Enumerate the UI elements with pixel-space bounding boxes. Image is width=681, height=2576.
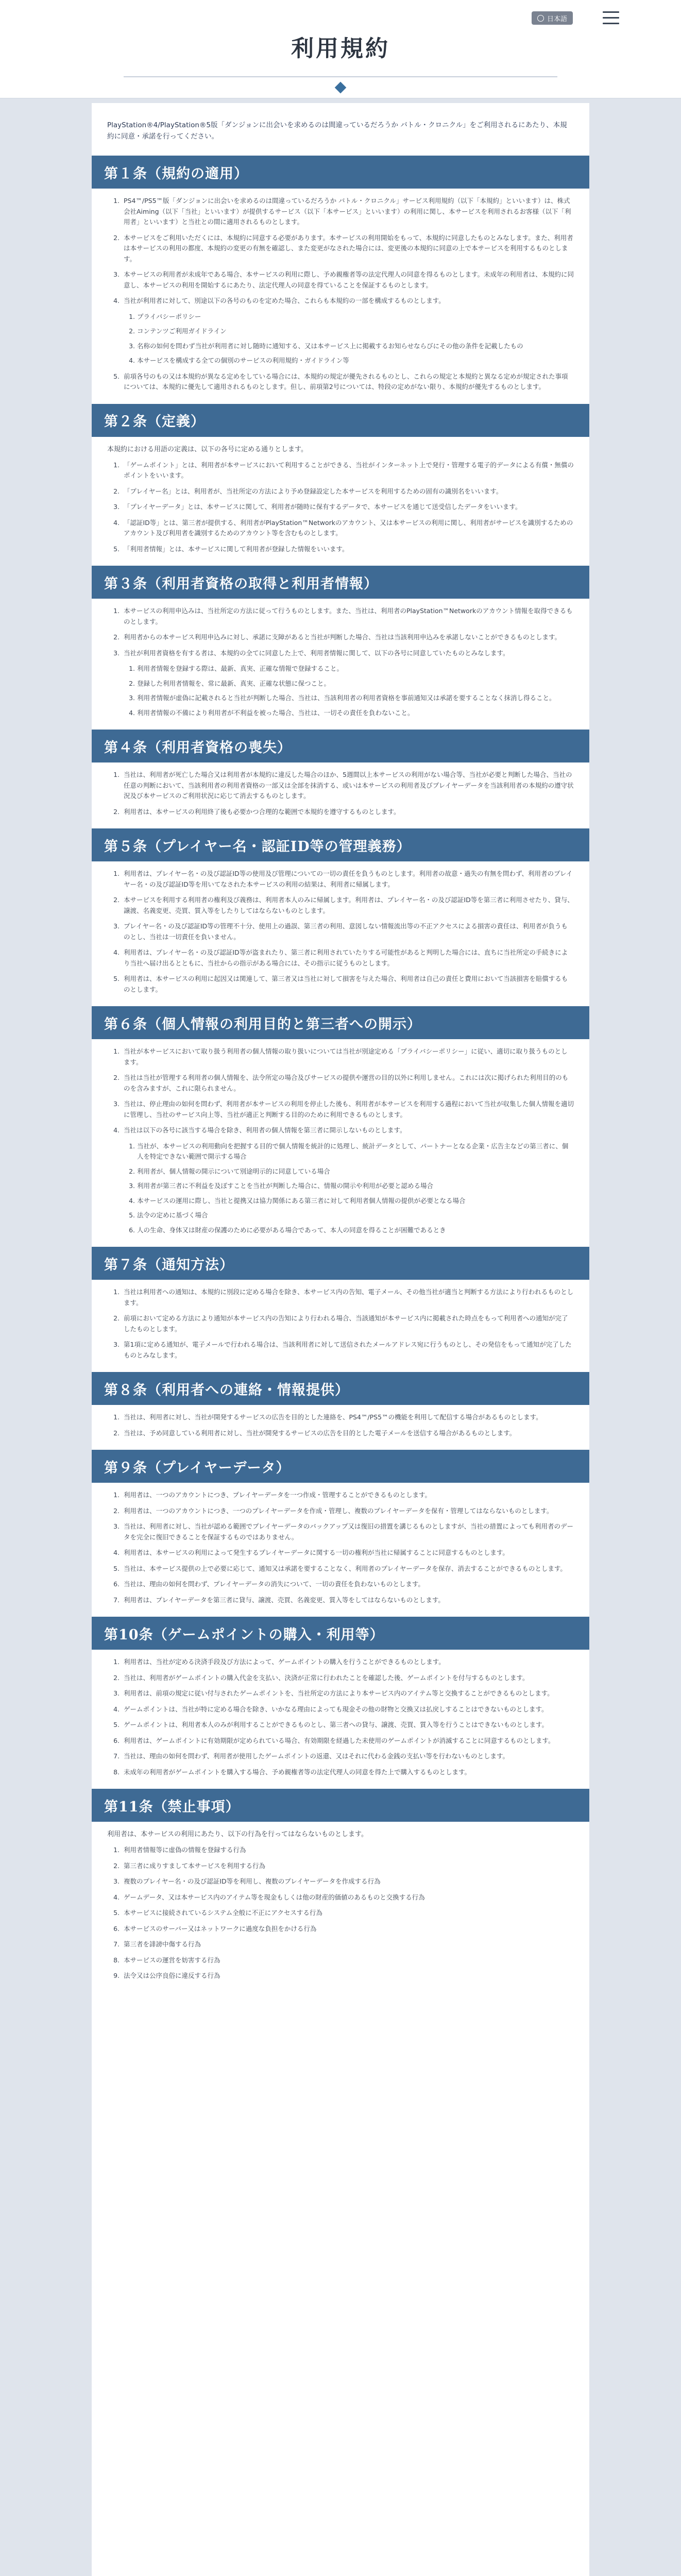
sub-clause-item: 4. 本サービスを構成する全ての個別のサービスの利用規約・ガイドライン等	[137, 355, 574, 366]
clause-text: 未成年の利用者がゲームポイントを購入する場合、予め親権者等の法定代理人の同意を得た上で購入するものとします。	[124, 1768, 471, 1776]
clause-item	[122, 1490, 574, 1501]
clause-text: 本サービスの利用者が未成年である場合、本サービスの利用に際し、予め親権者等の法定代理人の同意を得るものとします。未成年の利用者は、本規約に同意し、本サービスの利用を開始するにあたり、法定代理人の同意を得ていることを保証するものとします。	[124, 270, 574, 289]
clause-item	[122, 1657, 574, 1668]
clause-text: 「プレイヤー名」とは、利用者が、当社所定の方法により予め登録設定した本サービスを利用するための固有の識別名をいいます。	[124, 487, 503, 495]
clause-item	[122, 486, 574, 497]
sub-clause-item: 3. 利用者情報が虚偽に記載されると当社が判断した場合、当社は、当該利用者の利用者資格を事前通知又は承諾を要することなく抹消し得ること。	[137, 693, 574, 704]
clause-text: ゲームデータ、又は本サービス内のアイテム等を現金もしくは他の財産的価値のあるものと交換する行為	[124, 1893, 425, 1901]
article-heading: 第１条（規約の適用）	[92, 156, 589, 189]
article-3	[92, 566, 589, 718]
clause-item	[122, 460, 574, 481]
article-2	[92, 404, 589, 555]
clause-item	[122, 1579, 574, 1590]
clause-item	[122, 1548, 574, 1558]
page-title: 利用規約	[291, 36, 390, 62]
article-5	[92, 828, 589, 995]
clause-text: 当社は以下の各号に該当する場合を除き、利用者の個人情報を第三者に開示しないものとします。	[124, 1126, 406, 1134]
clause-text: 利用者は、一つのアカウントにつき、一つのプレイヤーデータを作成・管理し、複数のプレイヤーデータを保有・管理してはならないものとします。	[124, 1506, 553, 1515]
sub-clause-item: 3. 利用者が第三者に不利益を及ぼすことを当社が判断した場合に、情報の開示や利用が必要と認める場合	[137, 1181, 574, 1192]
clause-list	[107, 869, 574, 995]
clause-item	[122, 807, 574, 818]
article-heading: 第３条（利用者資格の取得と利用者情報）	[92, 566, 589, 599]
clause-list	[107, 1287, 574, 1361]
article-7	[92, 1247, 589, 1361]
clause-item	[122, 1924, 574, 1935]
clause-list	[107, 606, 574, 718]
clause-text: 当社は当社が管理する利用者の個人情報を、法令所定の場合及びサービスの提供や運営の目的以外に利用しません。これには次に掲げられた利用目的のものを含みますが、これに限られません。	[124, 1074, 569, 1092]
clause-item	[122, 869, 574, 890]
clause-text: 前項各号のもの又は本規約が異なる定めをしている場合には、本規約の規定が優先されるものとし、これらの規定と本規約と異なる定めが規定された事項については、本規約に優先して適用されるものとします。但し、前項第2号については、特段の定めがない限り、本規約が優先するものとします。	[124, 372, 568, 391]
sub-clause-item: 4. 利用者情報の不備により利用者が不利益を被った場合、当社は、一切その責任を負わないこと。	[137, 708, 574, 719]
clause-item	[122, 1939, 574, 1950]
clause-text: 当社は、停止理由の如何を問わず、利用者が本サービスの利用を停止した後も、利用者が本サービスを利用する過程において当社が収集した個人情報を適切に管理し、当社のサービス向上等、当社が適正と判断する目的のために利用できるものとします。	[124, 1100, 574, 1118]
clause-item	[122, 1340, 574, 1361]
sub-clause-list	[124, 664, 574, 718]
sub-clause-item: 1. プライバシーポリシー	[137, 312, 574, 323]
clause-text: 複数のプレイヤー名・の及び認証ID等を利用し、複数のプレイヤーデータを作成する行為	[124, 1877, 381, 1885]
clause-text: 第三者を誹謗中傷する行為	[124, 1940, 201, 1948]
clause-item	[122, 1073, 574, 1094]
clause-item	[122, 1767, 574, 1778]
clause-list	[107, 196, 574, 393]
clause-text: 第三者に成りすまして本サービスを利用する行為	[124, 1861, 266, 1870]
sub-clause-item: 2. 利用者が、個人情報の開示について別途明示的に同意している場合	[137, 1166, 574, 1177]
clause-item	[122, 895, 574, 916]
clause-item	[122, 1908, 574, 1919]
clause-text: 第1項に定める通知が、電子メールで行われる場合は、当該利用者に対して送信されたメールアドレス宛に行うものとし、その発信をもって通知が完了したものとみなします。	[124, 1341, 572, 1359]
clause-item	[122, 371, 574, 393]
article-4	[92, 730, 589, 817]
article-heading: 第４条（利用者資格の喪失）	[92, 730, 589, 762]
clause-text: 法令又は公序良俗に違反する行為	[124, 1972, 220, 1979]
clause-text: 当社が本サービスにおいて取り扱う利用者の個人情報の取り扱いについては当社が別途定める「プライバシーポリシー」に従い、適切に取り扱うものとします。	[124, 1047, 568, 1066]
page-header	[0, 0, 681, 98]
clause-text: 本サービスを利用する利用者の権利及び義務は、利用者本人のみに帰属します。利用者は、プレイヤー名・の及び認証ID等を第三者に利用させたり、貸与、譲渡、名義変更、売買、質入等をしたりしてはならないものとします。	[124, 896, 574, 914]
sub-clause-item: 5. 法令の定めに基づく場合	[137, 1210, 574, 1221]
clause-text: 本サービスの運営を妨害する行為	[124, 1956, 220, 1964]
article-heading: 第10条（ゲームポイントの購入・利用等）	[92, 1617, 589, 1650]
clause-text: 本サービスの利用申込みは、当社所定の方法に従って行うものとします。また、当社は、利用者のPlayStation™Networkのアカウント情報を取得できるものとします。	[124, 607, 573, 625]
sub-clause-item: 1. 当社が、本サービスの利用動向を把握する目的で個人情報を統計的に処理し、統計データとして、パートナーとなる企業・広告主などの第三者に、個人を特定できない範囲で開示する場合	[137, 1141, 574, 1162]
clause-item	[122, 196, 574, 228]
clause-item	[122, 1412, 574, 1423]
article-lead: 利用者は、本サービスの利用にあたり、以下の行為を行ってはならないものとします。	[107, 1831, 368, 1838]
terms-content	[92, 103, 589, 2576]
article-heading: 第９条（プレイヤーデータ）	[92, 1450, 589, 1483]
sub-clause-item: 4. 本サービスの運用に際し、当社と提携又は協力関係にある第三者に対して利用者個人情報の提供が必要となる場合	[137, 1196, 574, 1207]
article-heading: 第７条（通知方法）	[92, 1247, 589, 1280]
clause-item	[122, 1595, 574, 1606]
clause-text: 当社は、利用者に対し、当社が開発するサービスの広告を目的とした連絡を、PS4™/PS5™の機能を利用して配信する場合があるものとします。	[124, 1413, 542, 1421]
language-label: 日本語	[547, 15, 567, 23]
clause-list	[107, 1845, 574, 1981]
clause-text: 利用者は、プレイヤーデータを第三者に貸与、譲渡、売買、名義変更、質入等をしてはならないものとします。	[124, 1596, 445, 1604]
clause-text: 当社は、本サービス提供の上で必要に応じて、通知又は承諾を要することなく、利用者のプレイヤーデータを保存、消去することができるものとします。	[124, 1564, 567, 1572]
clause-list	[107, 1657, 574, 1777]
hamburger-icon	[603, 11, 619, 13]
article-heading: 第６条（個人情報の利用目的と第三者への開示）	[92, 1006, 589, 1039]
article-heading: 第11条（禁止事項）	[92, 1789, 589, 1822]
clause-item	[122, 296, 574, 366]
clause-item	[122, 518, 574, 539]
clause-item	[122, 974, 574, 995]
clause-text: 当社は、利用者に対し、当社が認める範囲でプレイヤーデータのバックアップ又は復旧の措置を講じるものとしますが、当社の措置によっても利用者のデータを完全に復旧できることを保証するものではありません。	[124, 1522, 574, 1541]
clause-item	[122, 1845, 574, 1856]
clause-text: 当社は利用者への通知は、本規約に別段に定める場合を除き、本サービス内の告知、電子メール、その他当社が適当と判断する方法により行われるものとします。	[124, 1288, 574, 1307]
clause-text: 利用者は、ゲームポイントに有効期限が定められている場合、有効期限を経過した未使用のゲームポイントが消滅することに同意するものとします。	[124, 1736, 555, 1744]
diamond-ornament-icon	[335, 82, 347, 94]
clause-text: 当社は、理由の如何を問わず、利用者が使用したゲームポイントの返還、又はそれに代わる金銭の支払い等を行わないものとします。	[124, 1752, 509, 1760]
sub-clause-item: 1. 利用者情報を登録する際は、最新、真実、正確な情報で登録すること。	[137, 664, 574, 674]
clause-item	[122, 632, 574, 643]
article-heading: 第５条（プレイヤー名・認証ID等の管理義務）	[92, 828, 589, 861]
clause-item	[122, 1751, 574, 1762]
clause-item	[122, 1720, 574, 1731]
article-6	[92, 1006, 589, 1235]
clause-list	[107, 460, 574, 555]
clause-text: 当社が利用者に対して、別途以下の各号のものを定めた場合、これらも本規約の一部を構成するものとします。	[124, 297, 445, 304]
clause-text: 本サービスのサーバー又はネットワークに過度な負担をかける行為	[124, 1924, 317, 1933]
clause-list	[107, 770, 574, 817]
article-heading: 第２条（定義）	[92, 404, 589, 437]
clause-item	[122, 269, 574, 291]
clause-item	[122, 947, 574, 969]
clause-item	[122, 1506, 574, 1517]
clause-text: 前項において定める方法により通知が本サービス内の告知により行われる場合、当該通知が本サービス内に掲載された時点をもって利用者への通知が完了したものとします。	[124, 1314, 568, 1333]
sub-clause-list	[124, 312, 574, 366]
clause-item	[122, 770, 574, 802]
clause-text: ゲームポイントは、利用者本人のみが利用することができるものとし、第三者への貸与、譲渡、売買、質入等を行うことはできないものとします。	[124, 1721, 549, 1728]
clause-item	[122, 1876, 574, 1887]
clause-item	[122, 1971, 574, 1981]
globe-icon	[537, 15, 544, 22]
article-8	[92, 1372, 589, 1438]
clause-text: 「認証ID等」とは、第三者が提供する、利用者がPlayStation™Networkのアカウント、又は本サービスの利用に関し、利用者がサービスを識別するためのアカウント及び利用者を識別するためのアカウント等を含むものとします。	[124, 518, 573, 537]
clause-text: 利用者は、当社が定める決済手段及び方法によって、ゲームポイントの購入を行うことができるものとします。	[124, 1658, 445, 1666]
clause-item	[122, 1287, 574, 1308]
clause-item	[122, 1428, 574, 1439]
clause-item	[122, 1736, 574, 1747]
clause-text: 本サービスに接続されているシステム全般に不正にアクセスする行為	[124, 1909, 322, 1917]
title-divider	[124, 76, 557, 77]
sub-clause-item: 3. 名称の如何を問わず当社が利用者に対し随時に通知する、又は本サービス上に掲載するお知らせならびにその他の条件を記載したもの	[137, 341, 574, 352]
menu-button[interactable]	[603, 11, 619, 25]
clause-item	[122, 1861, 574, 1872]
clause-text: 利用者情報等に虚偽の情報を登録する行為	[124, 1846, 246, 1854]
clause-item	[122, 1125, 574, 1235]
sub-clause-item: 2. コンテンツご利用ガイドライン	[137, 326, 574, 337]
clause-item	[122, 1688, 574, 1699]
clause-text: 「ゲームポイント」とは、利用者が本サービスにおいて利用することができる、当社がインターネット上で発行・管理する電子的データによる有償・無償のポイントをいいます。	[124, 461, 574, 479]
clause-item	[122, 502, 574, 513]
clause-list	[107, 1046, 574, 1235]
clause-text: 当社は、利用者がゲームポイントの購入代金を支払い、決済が正常に行われたことを確認した後、ゲームポイントを付与するものとします。	[124, 1673, 529, 1682]
clause-item	[122, 1046, 574, 1067]
clause-item	[122, 1892, 574, 1903]
article-1	[92, 156, 589, 393]
clause-text: 利用者は、プレイヤー名・の及び認証ID等の使用及び管理についての一切の責任を負うものとします。利用者の故意・過失の有無を問わず、利用者のプレイヤー名・の及び認証ID等を用いてなされた本サービスの利用の結果は、利用者に帰属します。	[124, 870, 573, 888]
article-heading: 第８条（利用者への連絡・情報提供）	[92, 1372, 589, 1405]
clause-text: 当社は、利用者が死亡した場合又は利用者が本規約に違反した場合のほか、5週間以上本サービスの利用がない場合等、当社が必要と判断した場合、当社の任意の判断において、当該利用者の利用者資格の一部又は全部を抹消する、或いは本サービスの利用者及びプレイヤーデータを当該利用者の本規約の遵守状況及び本サービスのご利用状況に応じて消去するものとします。	[124, 771, 574, 800]
clause-text: PS4™/PS5™版「ダンジョンに出会いを求めるのは間違っているだろうか バトル・クロニクル」サービス利用規約（以下「本規約」といいます）は、株式会社Aiming（以下「当社」といいます）が提供するサービス（以下「本サービス」といいます）の利用に関し、本サービスを利用されるお客様（以下「利用者」といいます）と当社との間に適用されるものとします。	[124, 197, 571, 226]
clause-item	[122, 233, 574, 265]
clause-text: 利用者は、前項の規定に従い付与されたゲームポイントを、当社所定の方法により本サービス内のアイテム等と交換することができるものとします。	[124, 1689, 554, 1697]
sub-clause-item: 2. 登録した利用者情報を、常に最新、真実、正確な状態に保つこと。	[137, 679, 574, 689]
clause-text: 利用者は、本サービスの利用によって発生するプレイヤーデータに関する一切の権利が当社に帰属することに同意するものとします。	[124, 1549, 509, 1556]
clause-text: プレイヤー名・の及び認証ID等の管理不十分、使用上の過誤、第三者の利用、意図しない情報流出等の不正アクセスによる損害の責任は、利用者が負うものとし、当社は一切責任を負いません。	[124, 922, 568, 941]
clause-text: 当社は、理由の如何を問わず、プレイヤーデータの消失について、一切の責任を負わないものとします。	[124, 1580, 424, 1588]
clause-text: 利用者は、本サービスの利用終了後も必要かつ合理的な範囲で本規約を遵守するものとします。	[124, 807, 400, 816]
article-11	[92, 1789, 589, 1981]
clause-text: 当社は、予め同意している利用者に対し、当社が開発するサービスの広告を目的とした電子メールを送信する場合があるものとします。	[124, 1429, 516, 1437]
clause-item	[122, 1673, 574, 1684]
clause-text: 本サービスをご利用いただくには、本規約に同意する必要があります。本サービスの利用開始をもって、本規約に同意したものとみなします。また、利用者は本サービスの利用の都度、本規約の変更の有無を確認し、また変更がなされた場合には、変更後の本規約に同意の上で本サービスを利用するものとします。	[124, 233, 573, 263]
clause-text: 利用者は、本サービスの利用に起因又は関連して、第三者又は当社に対して損害を与えた場合、利用者は自己の責任と費用において当該損害を賠償するものとします。	[124, 975, 568, 993]
clause-item	[122, 648, 574, 719]
clause-text: 利用者からの本サービス利用申込みに対し、承諾に支障があると当社が判断した場合、当社は当該利用申込みを承諾しないことができるものとします。	[124, 633, 561, 641]
clause-item	[122, 1564, 574, 1574]
clause-item	[122, 1704, 574, 1715]
clause-item	[122, 1955, 574, 1966]
clause-text: ゲームポイントは、当社が特に定める場合を除き、いかなる理由によっても現金その他の財物と交換又は払戻しすることはできないものとします。	[124, 1705, 548, 1713]
article-10	[92, 1617, 589, 1777]
clause-item	[122, 606, 574, 627]
article-9	[92, 1450, 589, 1605]
sub-clause-item: 6. 人の生命、身体又は財産の保護のために必要がある場合であって、本人の同意を得ることが困難であるとき	[137, 1225, 574, 1236]
clause-text: 利用者は、一つのアカウントにつき、プレイヤーデータを一つ作成・管理することができるものとします。	[124, 1491, 432, 1499]
clause-item	[122, 1313, 574, 1334]
article-lead: 本規約における用語の定義は、以下の各号に定める通りとします。	[107, 445, 308, 453]
language-selector[interactable]	[532, 11, 573, 25]
clause-text: 当社が利用者資格を有する者は、本規約の全てに同意した上で、利用者情報に関して、以下の各号に同意していたものとみなします。	[124, 649, 509, 657]
clause-item	[122, 1521, 574, 1543]
clause-list	[107, 1490, 574, 1605]
clause-item	[122, 544, 574, 555]
intro-text: PlayStation®4/PlayStation®5版「ダンジョンに出会いを求めるのは間違っているだろうか バトル・クロニクル」をご利用されるにあたり、本規約に同意・承諾を行ってください。	[107, 121, 567, 141]
clause-text: 「プレイヤーデータ」とは、本サービスに関して、利用者が随時に保有するデータで、本サービスを通じて送受信したデータをいいます。	[124, 503, 522, 511]
clause-list	[107, 1412, 574, 1438]
clause-item	[122, 921, 574, 942]
clause-item	[122, 1099, 574, 1120]
clause-text: 利用者は、プレイヤー名・の及び認証ID等が盗まれたり、第三者に利用されていたりする可能性があると判明した場合には、直ちに当社所定の手続きにより当社へ届け出るとともに、当社からの指示がある場合には、その指示に従うものとします。	[124, 948, 568, 967]
articles-container	[92, 156, 589, 1981]
clause-text: 「利用者情報」とは、本サービスに関して利用者が登録した情報をいいます。	[124, 545, 349, 553]
sub-clause-list	[124, 1141, 574, 1236]
